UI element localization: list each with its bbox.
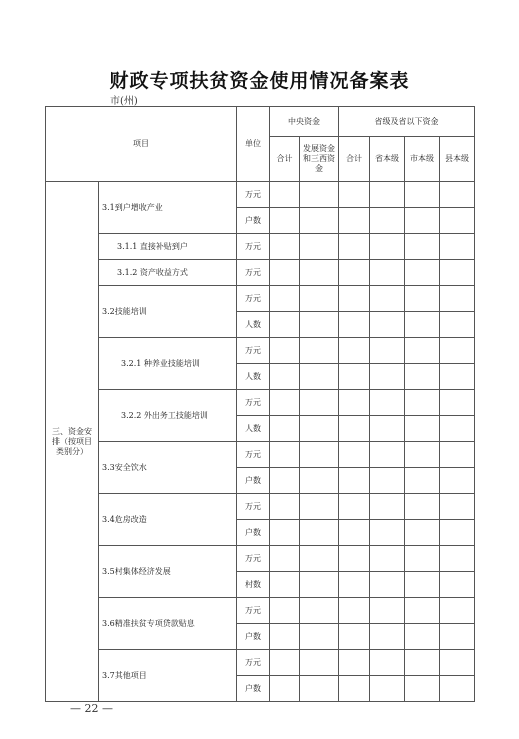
unit-cell: 户数 (237, 676, 270, 702)
empty-cell (440, 546, 475, 572)
empty-cell (370, 182, 405, 208)
empty-cell (440, 390, 475, 416)
empty-cell (270, 182, 300, 208)
empty-cell (339, 182, 370, 208)
row-label: 3.6精准扶贫专项贷款贴息 (99, 598, 237, 650)
empty-cell (339, 494, 370, 520)
empty-cell (300, 182, 339, 208)
empty-cell (440, 182, 475, 208)
empty-cell (440, 650, 475, 676)
empty-cell (405, 364, 440, 390)
empty-cell (270, 650, 300, 676)
row-label: 3.1到户增收产业 (99, 182, 237, 234)
empty-cell (440, 468, 475, 494)
empty-cell (339, 234, 370, 260)
empty-cell (270, 572, 300, 598)
empty-cell (339, 208, 370, 234)
empty-cell (300, 234, 339, 260)
empty-cell (405, 260, 440, 286)
empty-cell (300, 650, 339, 676)
city-field (47, 92, 138, 107)
unit-cell: 万元 (237, 442, 270, 468)
empty-cell (300, 260, 339, 286)
header-provincial-funds: 省级及省以下资金 (339, 107, 475, 137)
page-title: 财政专项扶贫资金使用情况备案表 (109, 70, 410, 92)
empty-cell (339, 364, 370, 390)
empty-cell (440, 572, 475, 598)
empty-cell (405, 624, 440, 650)
empty-cell (405, 676, 440, 702)
header-central-total: 合计 (270, 137, 300, 182)
empty-cell (405, 416, 440, 442)
empty-cell (405, 208, 440, 234)
filing-table (45, 106, 475, 702)
unit-cell: 万元 (237, 338, 270, 364)
empty-cell (300, 364, 339, 390)
row-label: 3.4危房改造 (99, 494, 237, 546)
empty-cell (270, 520, 300, 546)
empty-cell (440, 676, 475, 702)
unit-cell: 万元 (237, 650, 270, 676)
empty-cell (300, 416, 339, 442)
empty-cell (300, 572, 339, 598)
empty-cell (440, 364, 475, 390)
empty-cell (370, 520, 405, 546)
empty-cell (405, 390, 440, 416)
empty-cell (300, 312, 339, 338)
empty-cell (300, 468, 339, 494)
empty-cell (270, 468, 300, 494)
empty-cell (300, 286, 339, 312)
empty-cell (339, 598, 370, 624)
empty-cell (370, 338, 405, 364)
empty-cell (339, 416, 370, 442)
empty-cell (370, 598, 405, 624)
unit-cell: 万元 (237, 390, 270, 416)
empty-cell (440, 494, 475, 520)
header-central-funds: 中央资金 (270, 107, 339, 137)
header-dev-funds: 发展资金和三西资金 (300, 137, 339, 182)
empty-cell (440, 260, 475, 286)
section-label: 三、资金安排（按项目类别分） (46, 182, 99, 702)
empty-cell (300, 520, 339, 546)
empty-cell (300, 390, 339, 416)
empty-cell (300, 598, 339, 624)
header-provincial-total: 合计 (339, 137, 370, 182)
empty-cell (370, 572, 405, 598)
empty-cell (370, 364, 405, 390)
unit-cell: 户数 (237, 468, 270, 494)
empty-cell (405, 572, 440, 598)
empty-cell (440, 442, 475, 468)
header-county-level: 县本级 (440, 137, 475, 182)
empty-cell (405, 286, 440, 312)
empty-cell (440, 416, 475, 442)
empty-cell (339, 286, 370, 312)
empty-cell (405, 650, 440, 676)
empty-cell (405, 442, 440, 468)
row-label: 3.3安全饮水 (99, 442, 237, 494)
empty-cell (339, 312, 370, 338)
empty-cell (370, 676, 405, 702)
empty-cell (440, 234, 475, 260)
header-province-level: 省本级 (370, 137, 405, 182)
empty-cell (270, 598, 300, 624)
empty-cell (370, 208, 405, 234)
empty-cell (270, 234, 300, 260)
header-unit: 单位 (237, 107, 270, 182)
empty-cell (370, 286, 405, 312)
unit-cell: 万元 (237, 260, 270, 286)
empty-cell (370, 468, 405, 494)
unit-cell: 户数 (237, 520, 270, 546)
empty-cell (405, 234, 440, 260)
empty-cell (405, 598, 440, 624)
empty-cell (405, 494, 440, 520)
unit-cell: 人数 (237, 312, 270, 338)
empty-cell (339, 390, 370, 416)
unit-cell: 人数 (237, 416, 270, 442)
empty-cell (270, 416, 300, 442)
unit-cell: 万元 (237, 546, 270, 572)
unit-cell: 万元 (237, 494, 270, 520)
row-label: 3.5村集体经济发展 (99, 546, 237, 598)
empty-cell (440, 520, 475, 546)
empty-cell (300, 442, 339, 468)
empty-cell (270, 624, 300, 650)
empty-cell (339, 442, 370, 468)
row-label: 3.2.1 种养业技能培训 (99, 338, 237, 390)
header-city-level: 市本级 (405, 137, 440, 182)
city-suffix: 市(州) (110, 96, 138, 107)
empty-cell (440, 624, 475, 650)
empty-cell (339, 650, 370, 676)
empty-cell (270, 338, 300, 364)
empty-cell (300, 546, 339, 572)
empty-cell (405, 520, 440, 546)
empty-cell (270, 676, 300, 702)
empty-cell (270, 286, 300, 312)
unit-cell: 村数 (237, 572, 270, 598)
empty-cell (300, 494, 339, 520)
row-label: 3.2.2 外出务工技能培训 (99, 390, 237, 442)
row-label: 3.1.2 资产收益方式 (99, 260, 237, 286)
empty-cell (440, 208, 475, 234)
empty-cell (339, 338, 370, 364)
unit-cell: 人数 (237, 364, 270, 390)
unit-cell: 户数 (237, 624, 270, 650)
empty-cell (370, 650, 405, 676)
row-label: 3.2技能培训 (99, 286, 237, 338)
empty-cell (370, 416, 405, 442)
header-item: 项目 (46, 107, 237, 182)
empty-cell (270, 494, 300, 520)
empty-cell (440, 312, 475, 338)
empty-cell (339, 572, 370, 598)
unit-cell: 万元 (237, 598, 270, 624)
empty-cell (370, 390, 405, 416)
empty-cell (270, 364, 300, 390)
empty-cell (339, 624, 370, 650)
empty-cell (270, 546, 300, 572)
empty-cell (440, 286, 475, 312)
empty-cell (405, 546, 440, 572)
empty-cell (440, 598, 475, 624)
empty-cell (300, 624, 339, 650)
empty-cell (440, 338, 475, 364)
empty-cell (405, 338, 440, 364)
empty-cell (300, 338, 339, 364)
empty-cell (370, 312, 405, 338)
unit-cell: 万元 (237, 234, 270, 260)
empty-cell (270, 442, 300, 468)
unit-cell: 万元 (237, 286, 270, 312)
empty-cell (405, 182, 440, 208)
empty-cell (370, 234, 405, 260)
empty-cell (370, 494, 405, 520)
empty-cell (300, 208, 339, 234)
empty-cell (339, 260, 370, 286)
empty-cell (270, 208, 300, 234)
row-label: 3.7其他项目 (99, 650, 237, 702)
empty-cell (405, 468, 440, 494)
empty-cell (339, 676, 370, 702)
row-label: 3.1.1 直接补贴到户 (99, 234, 237, 260)
empty-cell (405, 312, 440, 338)
empty-cell (339, 546, 370, 572)
empty-cell (300, 676, 339, 702)
empty-cell (270, 260, 300, 286)
empty-cell (370, 546, 405, 572)
empty-cell (270, 390, 300, 416)
empty-cell (339, 520, 370, 546)
empty-cell (370, 624, 405, 650)
unit-cell: 户数 (237, 208, 270, 234)
unit-cell: 万元 (237, 182, 270, 208)
empty-cell (370, 260, 405, 286)
page-number: — 22 — (70, 702, 113, 715)
empty-cell (270, 312, 300, 338)
empty-cell (370, 442, 405, 468)
empty-cell (339, 468, 370, 494)
